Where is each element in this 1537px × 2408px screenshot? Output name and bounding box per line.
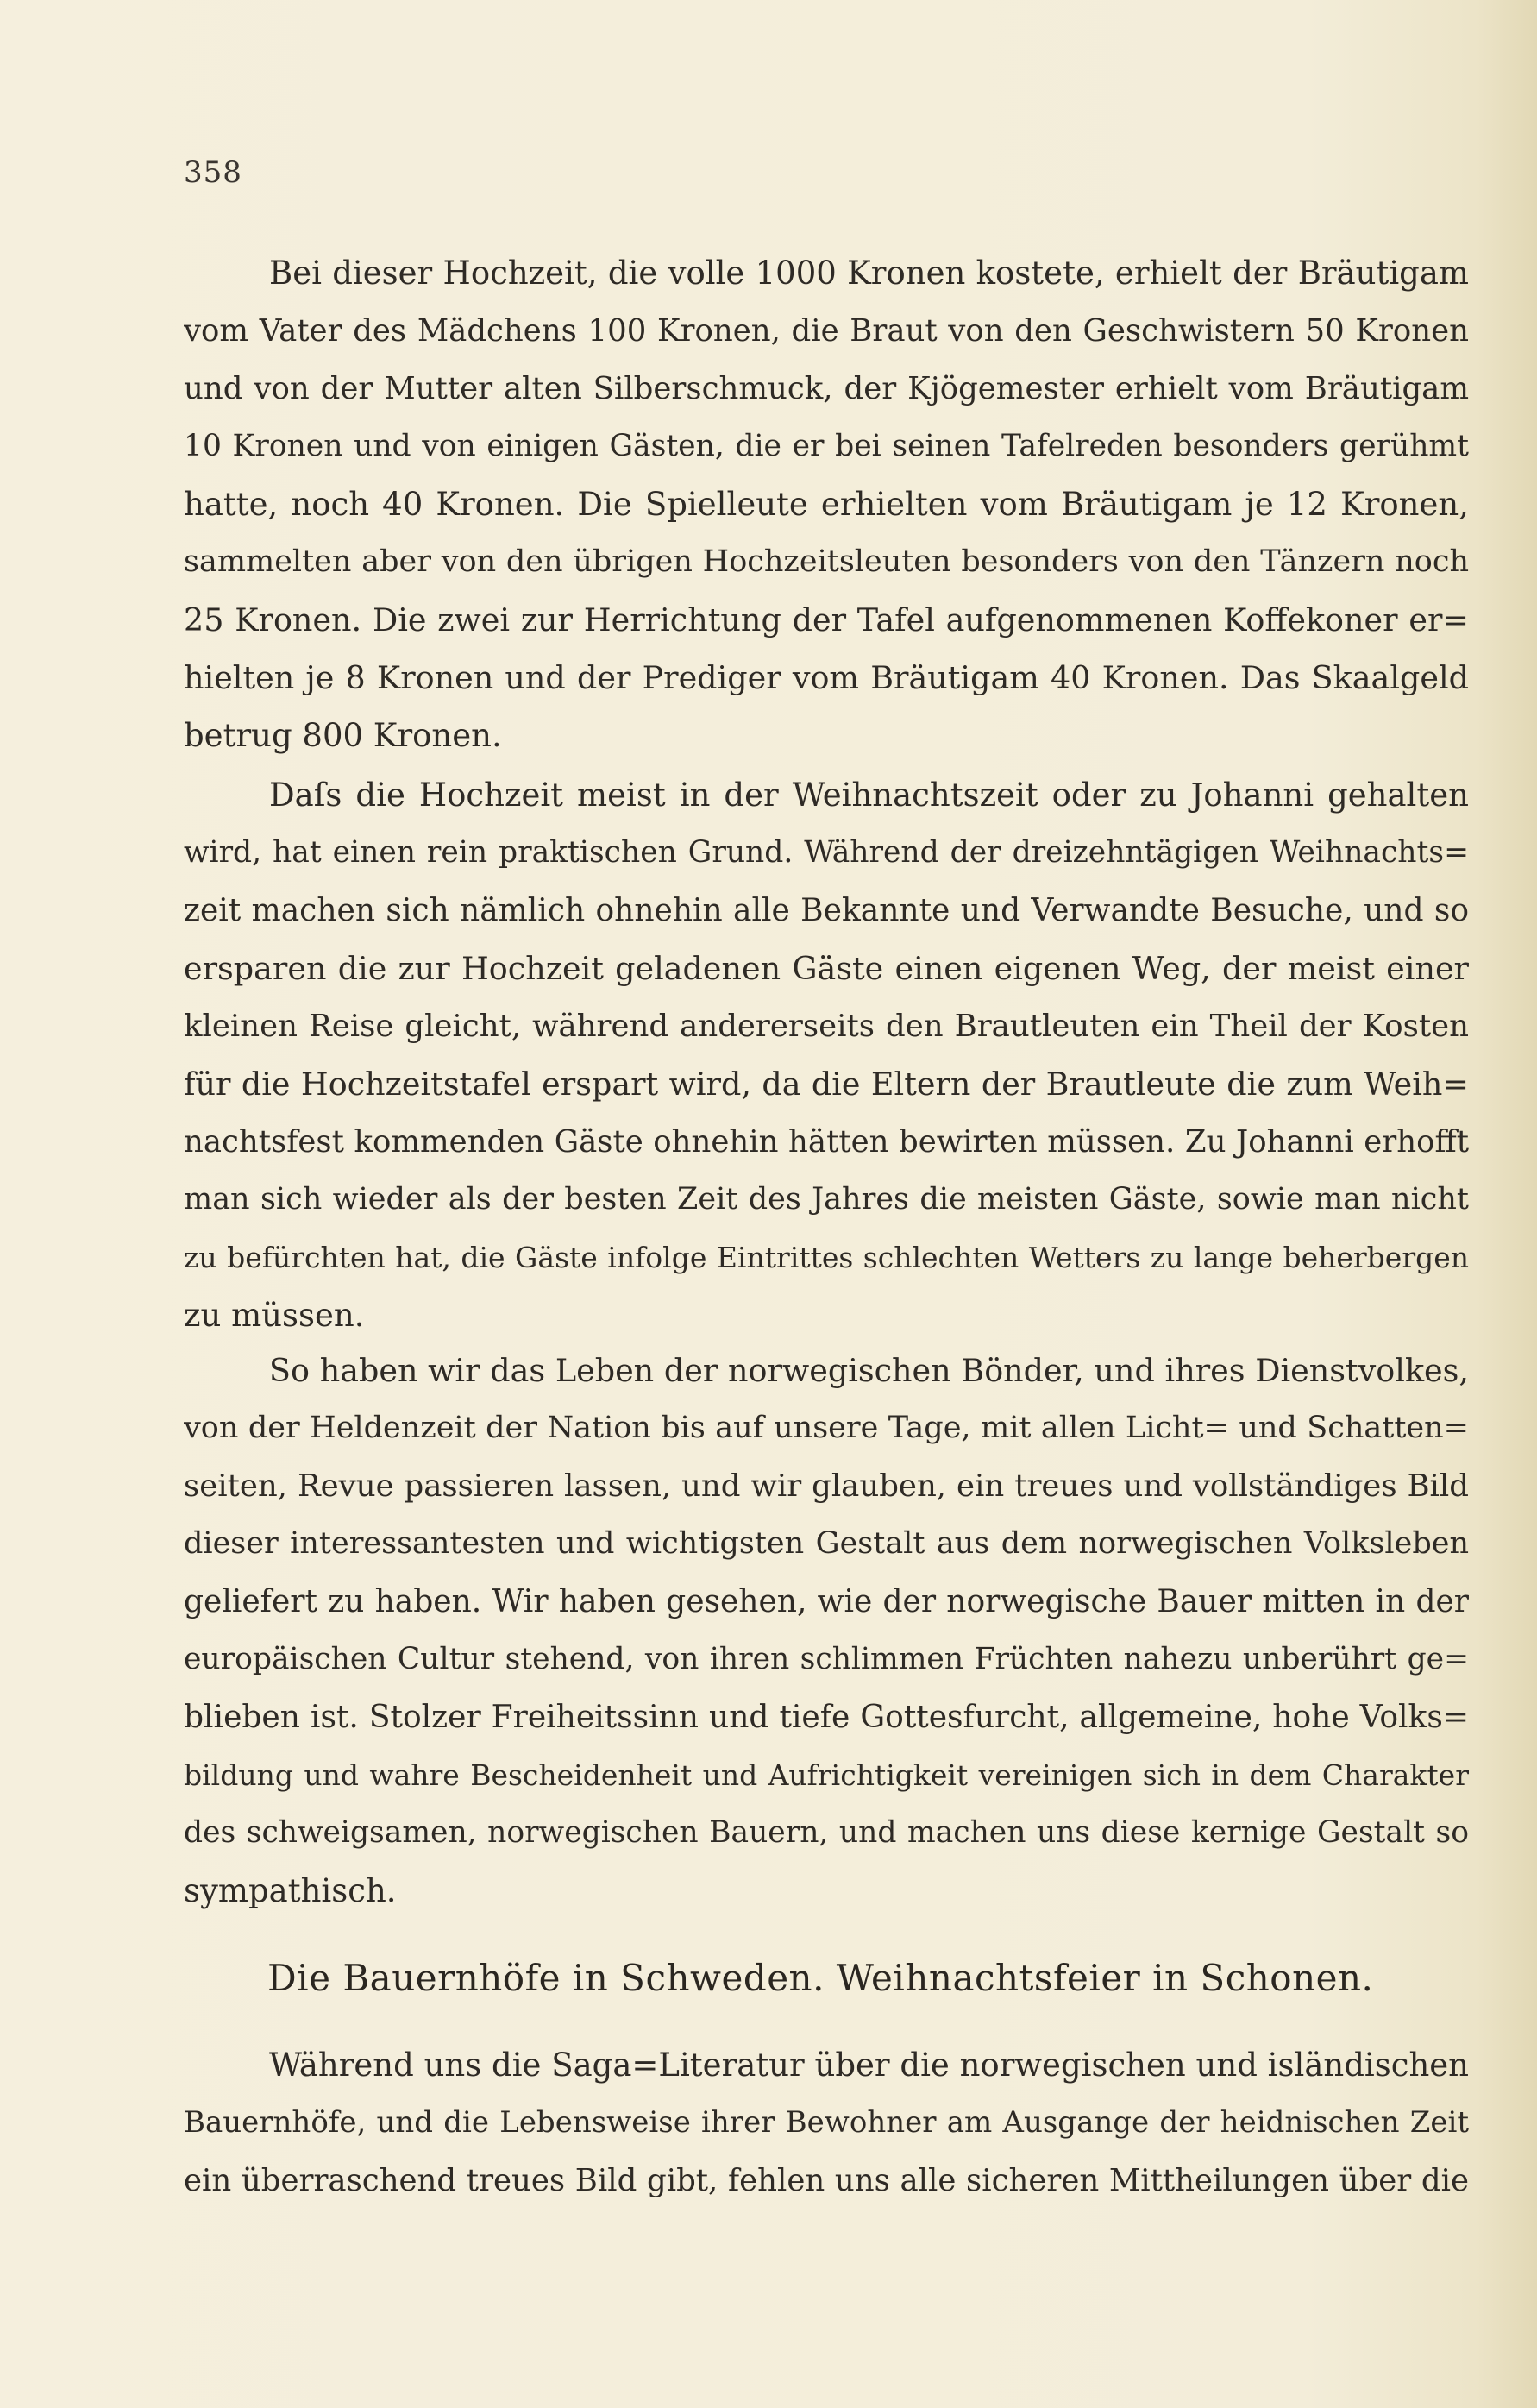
text-line: So haben wir das Leben der norwegischen Bönder, und ihres Dienstvolkes, (269, 1352, 1469, 1389)
text-line: zu befürchten hat, die Gäste infolge Eintrittes schlechten Wetters zu lange beherbergen (184, 1241, 1469, 1274)
text-line: kleinen Reise gleicht, während andererseits den Brautleuten ein Theil der Kosten (184, 1009, 1469, 1044)
paragraph-4 (184, 2036, 1469, 2210)
text-line: sammelten aber von den übrigen Hochzeitsleuten besonders von den Tänzern noch (184, 544, 1469, 579)
paragraph-2 (184, 766, 1469, 1344)
text-line: Bauernhöfe, und die Lebensweise ihrer Bewohner am Ausgange der heidnischen Zeit (184, 2105, 1469, 2140)
text-line: Während uns die Saga=Literatur über die norwegischen und isländischen (269, 2046, 1469, 2084)
text-line: Bei dieser Hochzeit, die volle 1000 Kronen kostete, erhielt der Bräutigam (269, 255, 1469, 292)
text-line: 10 Kronen und von einigen Gästen, die er bei seinen Tafelreden besonders gerühmt (184, 429, 1469, 463)
text-line: zeit machen sich nämlich ohnehin alle Bekannte und Verwandte Besuche, und so (184, 893, 1469, 928)
text-line: des schweigsamen, norwegischen Bauern, und machen uns diese kernige Gestalt so (184, 1815, 1469, 1850)
text-line: vom Vater des Mädchens 100 Kronen, die Braut von den Geschwistern 50 Kronen (184, 313, 1469, 349)
text-line: von der Heldenzeit der Nation bis auf unsere Tage, mit allen Licht= und Schatten= (184, 1411, 1469, 1445)
text-line: sympathisch. (184, 1872, 397, 1909)
paragraph-1 (184, 244, 1469, 764)
page-number: 358 (184, 155, 242, 190)
text-line: für die Hochzeitstafel erspart wird, da die Eltern der Brautleute die zum Weih= (184, 1066, 1469, 1103)
text-line: nachtsfest kommenden Gäste ohnehin hätten bewirten müssen. Zu Johanni erhofft (184, 1124, 1469, 1160)
text-line: hatte, noch 40 Kronen. Die Spielleute erhielten vom Bräutigam je 12 Kronen, (184, 486, 1469, 523)
section-heading: Die Bauernhöfe in Schweden. Weihnachtsfeier in Schonen. (267, 1957, 1374, 1999)
text-line: blieben ist. Stolzer Freiheitssinn und tiefe Gottesfurcht, allgemeine, hohe Volks= (184, 1700, 1469, 1735)
text-line: hielten je 8 Kronen und der Prediger vom Bräutigam 40 Kronen. Das Skaalgeld (184, 659, 1469, 696)
text-line: dieser interessantesten und wichtigsten Gestalt aus dem norwegischen Volksleben (184, 1526, 1469, 1561)
text-line: zu müssen. (184, 1297, 365, 1334)
text-line: man sich wieder als der besten Zeit des Jahres die meisten Gäste, sowie man nicht (184, 1182, 1469, 1217)
text-line: ein überraschend treues Bild gibt, fehlen uns alle sicheren Mittheilungen über die (184, 2163, 1469, 2198)
text-line: betrug 800 Kronen. (184, 717, 502, 754)
text-line: Daſs die Hochzeit meist in der Weihnachtszeit oder zu Johanni gehalten (269, 776, 1469, 814)
text-line: seiten, Revue passieren lassen, und wir glauben, ein treues und vollständiges Bild (184, 1468, 1469, 1504)
text-line: 25 Kronen. Die zwei zur Herrichtung der Tafel aufgenommenen Koffekoner er= (184, 601, 1469, 638)
text-line: europäischen Cultur stehend, von ihren schlimmen Früchten nahezu unberührt ge= (184, 1642, 1469, 1676)
text-line: und von der Mutter alten Silberschmuck, der Kjögemester erhielt vom Bräutigam (184, 371, 1469, 406)
text-line: geliefert zu haben. Wir haben gesehen, wie der norwegische Bauer mitten in der (184, 1584, 1469, 1619)
text-line: wird, hat einen rein praktischen Grund. Während der dreizehntägigen Weihnachts= (184, 835, 1469, 870)
text-line: ersparen die zur Hochzeit geladenen Gäste einen eigenen Weg, der meist einer (184, 950, 1469, 987)
text-line: bildung und wahre Bescheidenheit und Aufrichtigkeit vereinigen sich in dem Charakter (184, 1758, 1469, 1792)
paragraph-3 (184, 1342, 1469, 1920)
